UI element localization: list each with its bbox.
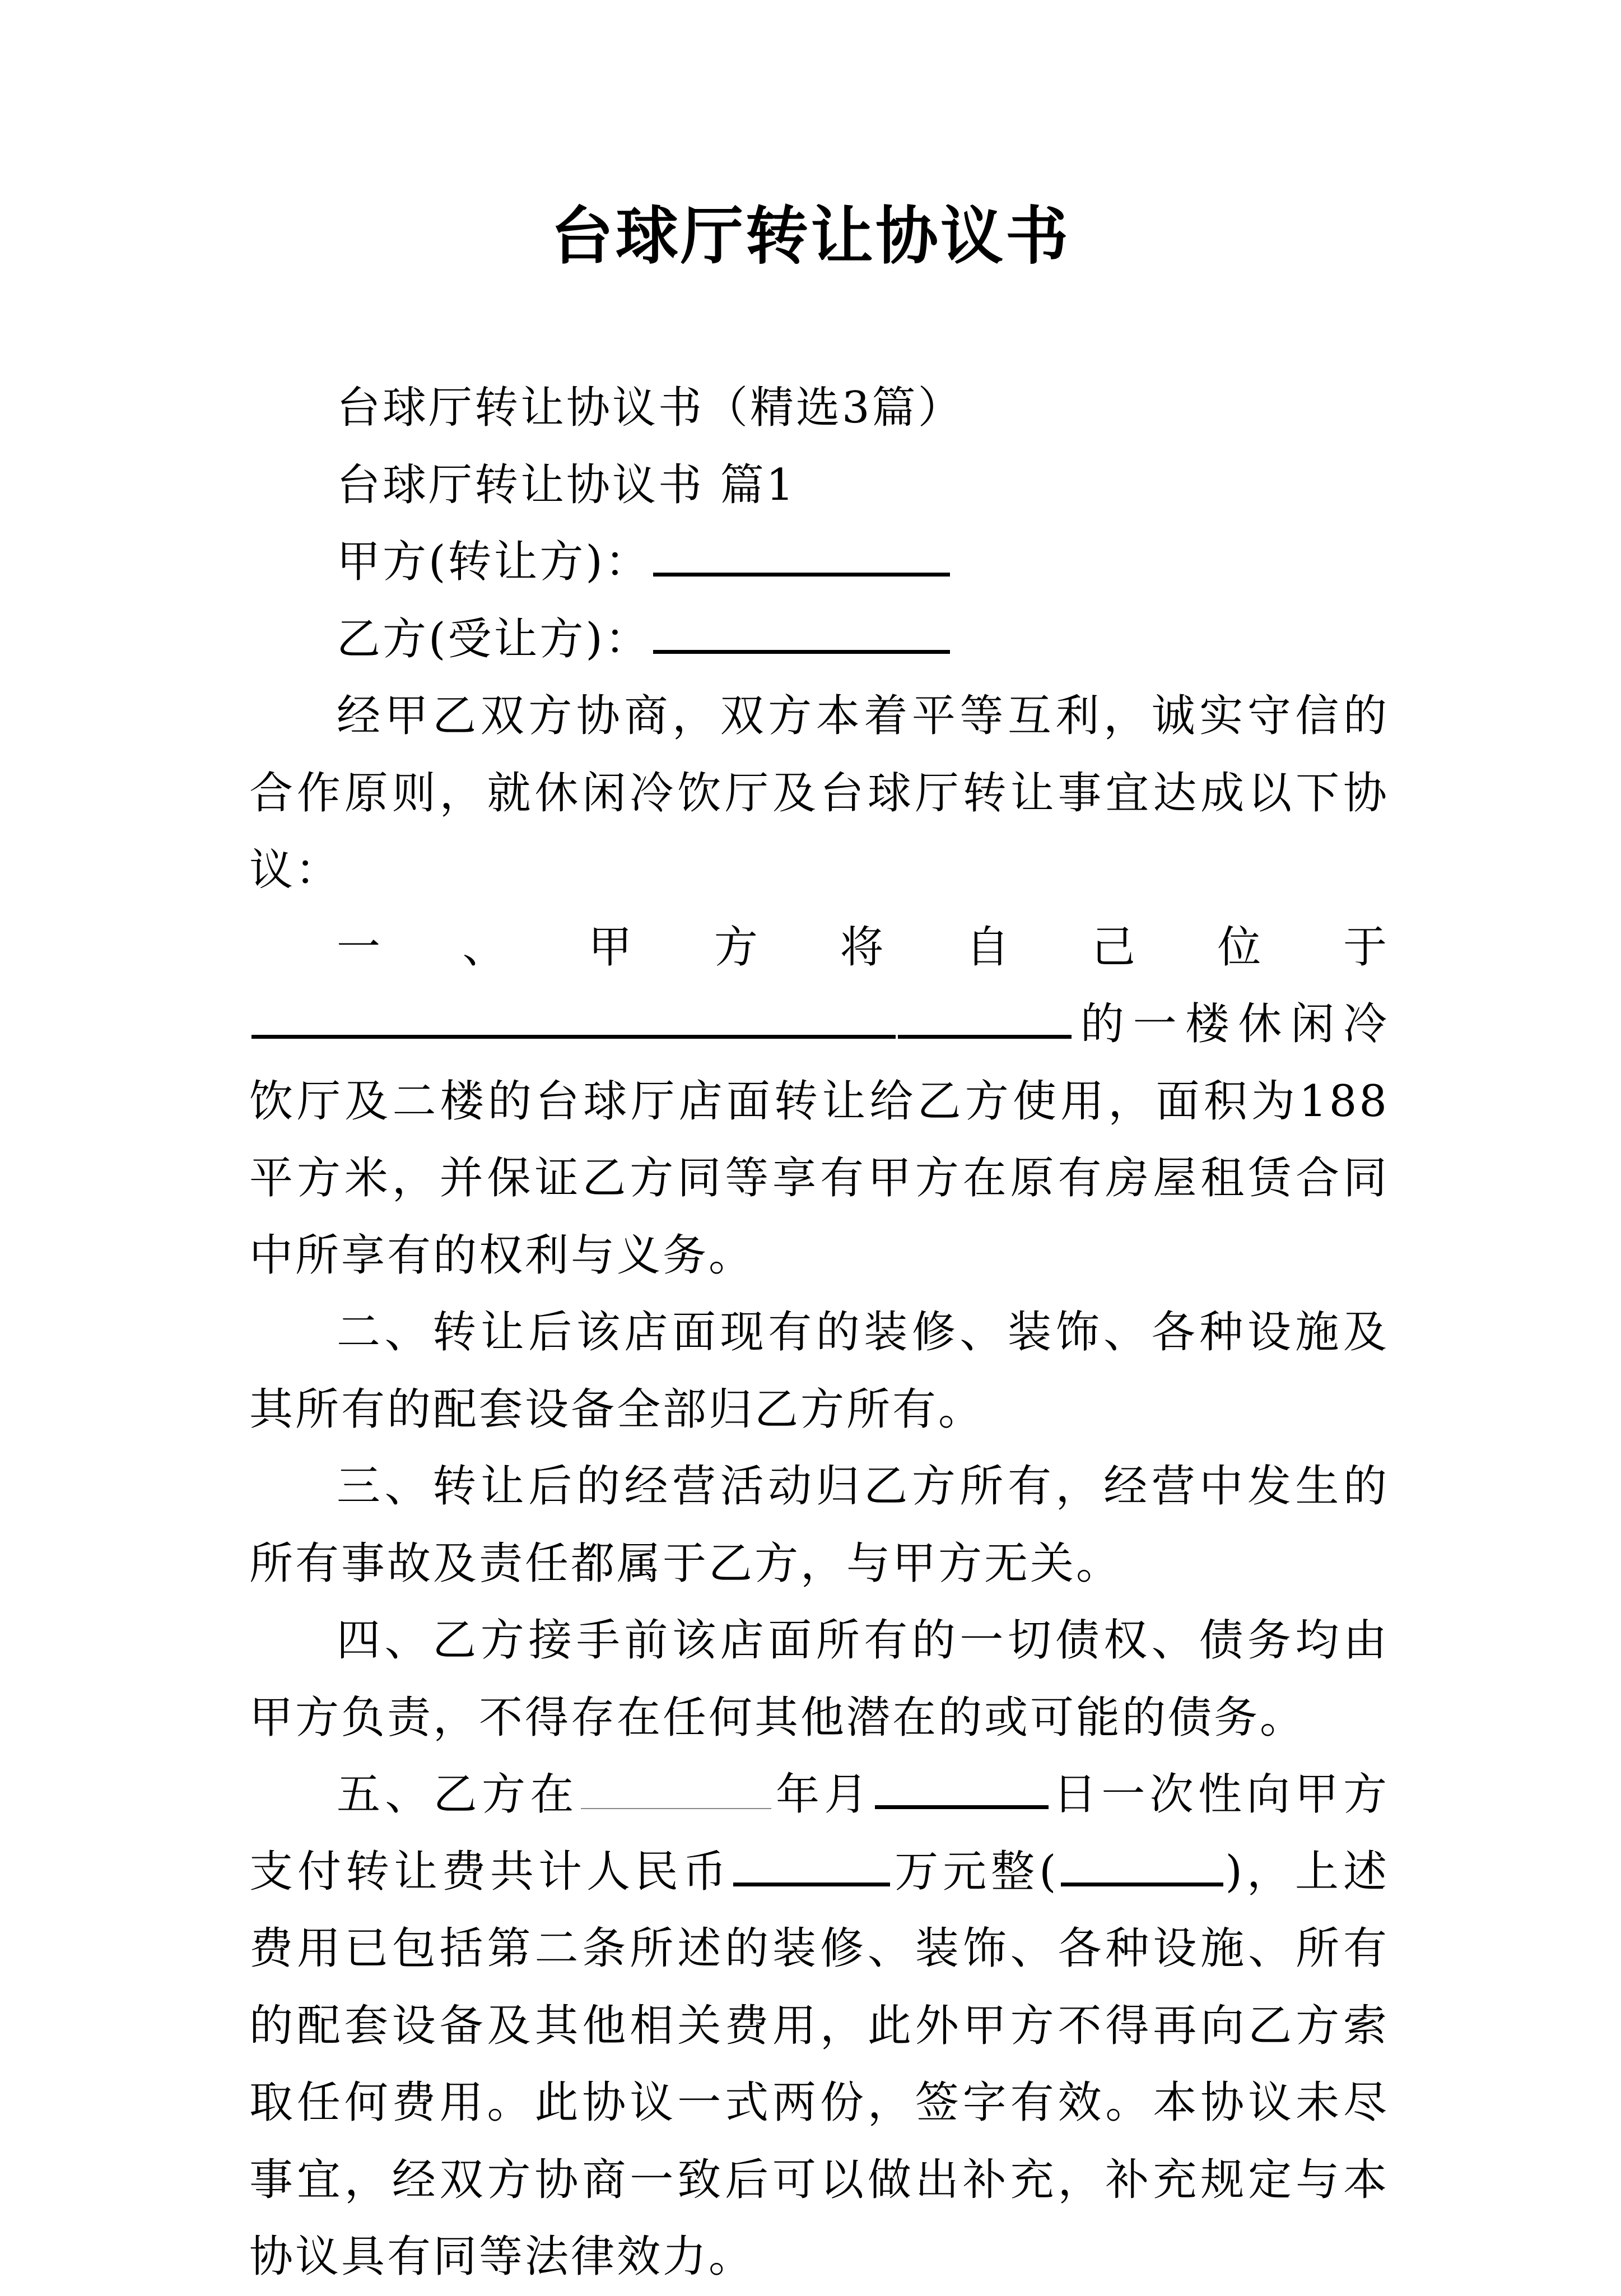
clause-5-part-5: )，上述费用已包括第二条所述的装修、装饰、各种设施、所有的配套设备及其他相关费用，此外甲方不得再向乙方索取任何费用。此协议一式两份，签字有效。本协议未尽事宜，经双方协商一致后可以做出补充，补充规定与本协议具有同等法律效力。 xyxy=(249,1846,1389,2282)
party-a-line xyxy=(249,524,1389,601)
amount-blank xyxy=(733,1860,890,1886)
clause-1-suffix: 的一楼休闲冷饮厅及二楼的台球厅店面转让给乙方使用，面积为188平方米，并保证乙方同等享有甲方在原有房屋租赁合同中所享有的权利与义务。 xyxy=(249,999,1389,1281)
document-title: 台球厅转让协议书 xyxy=(551,199,1070,273)
party-b-line xyxy=(249,601,1389,678)
amount-words-blank xyxy=(1061,1860,1223,1886)
party-b-blank xyxy=(653,628,950,654)
clause-5-part-3: 日一次性向甲方支付转让费共计人民币 xyxy=(249,1769,1389,1897)
document-body xyxy=(249,370,1389,2296)
address-blank-2 xyxy=(898,1012,1072,1039)
clause-1 xyxy=(249,909,1389,1295)
clause-2: 二、转让后该店面现有的装修、装饰、各种设施及其所有的配套设备全部归乙方所有。 xyxy=(249,1307,1389,1435)
subtitle: 台球厅转让协议书（精选3篇） xyxy=(337,383,964,433)
clause-1-prefix: 一、甲方将自己位于 xyxy=(337,922,1389,973)
day-blank xyxy=(875,1783,1049,1809)
clause-5-part-2: 年月 xyxy=(773,1769,873,1820)
party-a-blank xyxy=(653,550,950,577)
section-heading: 台球厅转让协议书 篇1 xyxy=(337,459,796,510)
address-blank-1 xyxy=(251,1012,896,1039)
clause-3: 三、转让后的经营活动归乙方所有，经营中发生的所有事故及责任都属于乙方，与甲方无关。 xyxy=(249,1461,1389,1589)
clause-5-part-1: 五、乙方在 xyxy=(337,1769,579,1820)
intro-paragraph: 经甲乙双方协商，双方本着平等互利，诚实守信的合作原则，就休闲冷饮厅及台球厅转让事宜达成以下协议： xyxy=(249,691,1389,895)
party-a-label: 甲方(转让方)： xyxy=(337,537,651,587)
clause-5 xyxy=(249,1756,1389,2296)
clause-4: 四、乙方接手前该店面所有的一切债权、债务均由甲方负责，不得存在任何其他潜在的或可能的债务。 xyxy=(249,1615,1389,1743)
clause-5-part-4: 万元整( xyxy=(892,1846,1059,1897)
year-blank xyxy=(581,1786,771,1809)
party-b-label: 乙方(受让方)： xyxy=(337,613,651,664)
